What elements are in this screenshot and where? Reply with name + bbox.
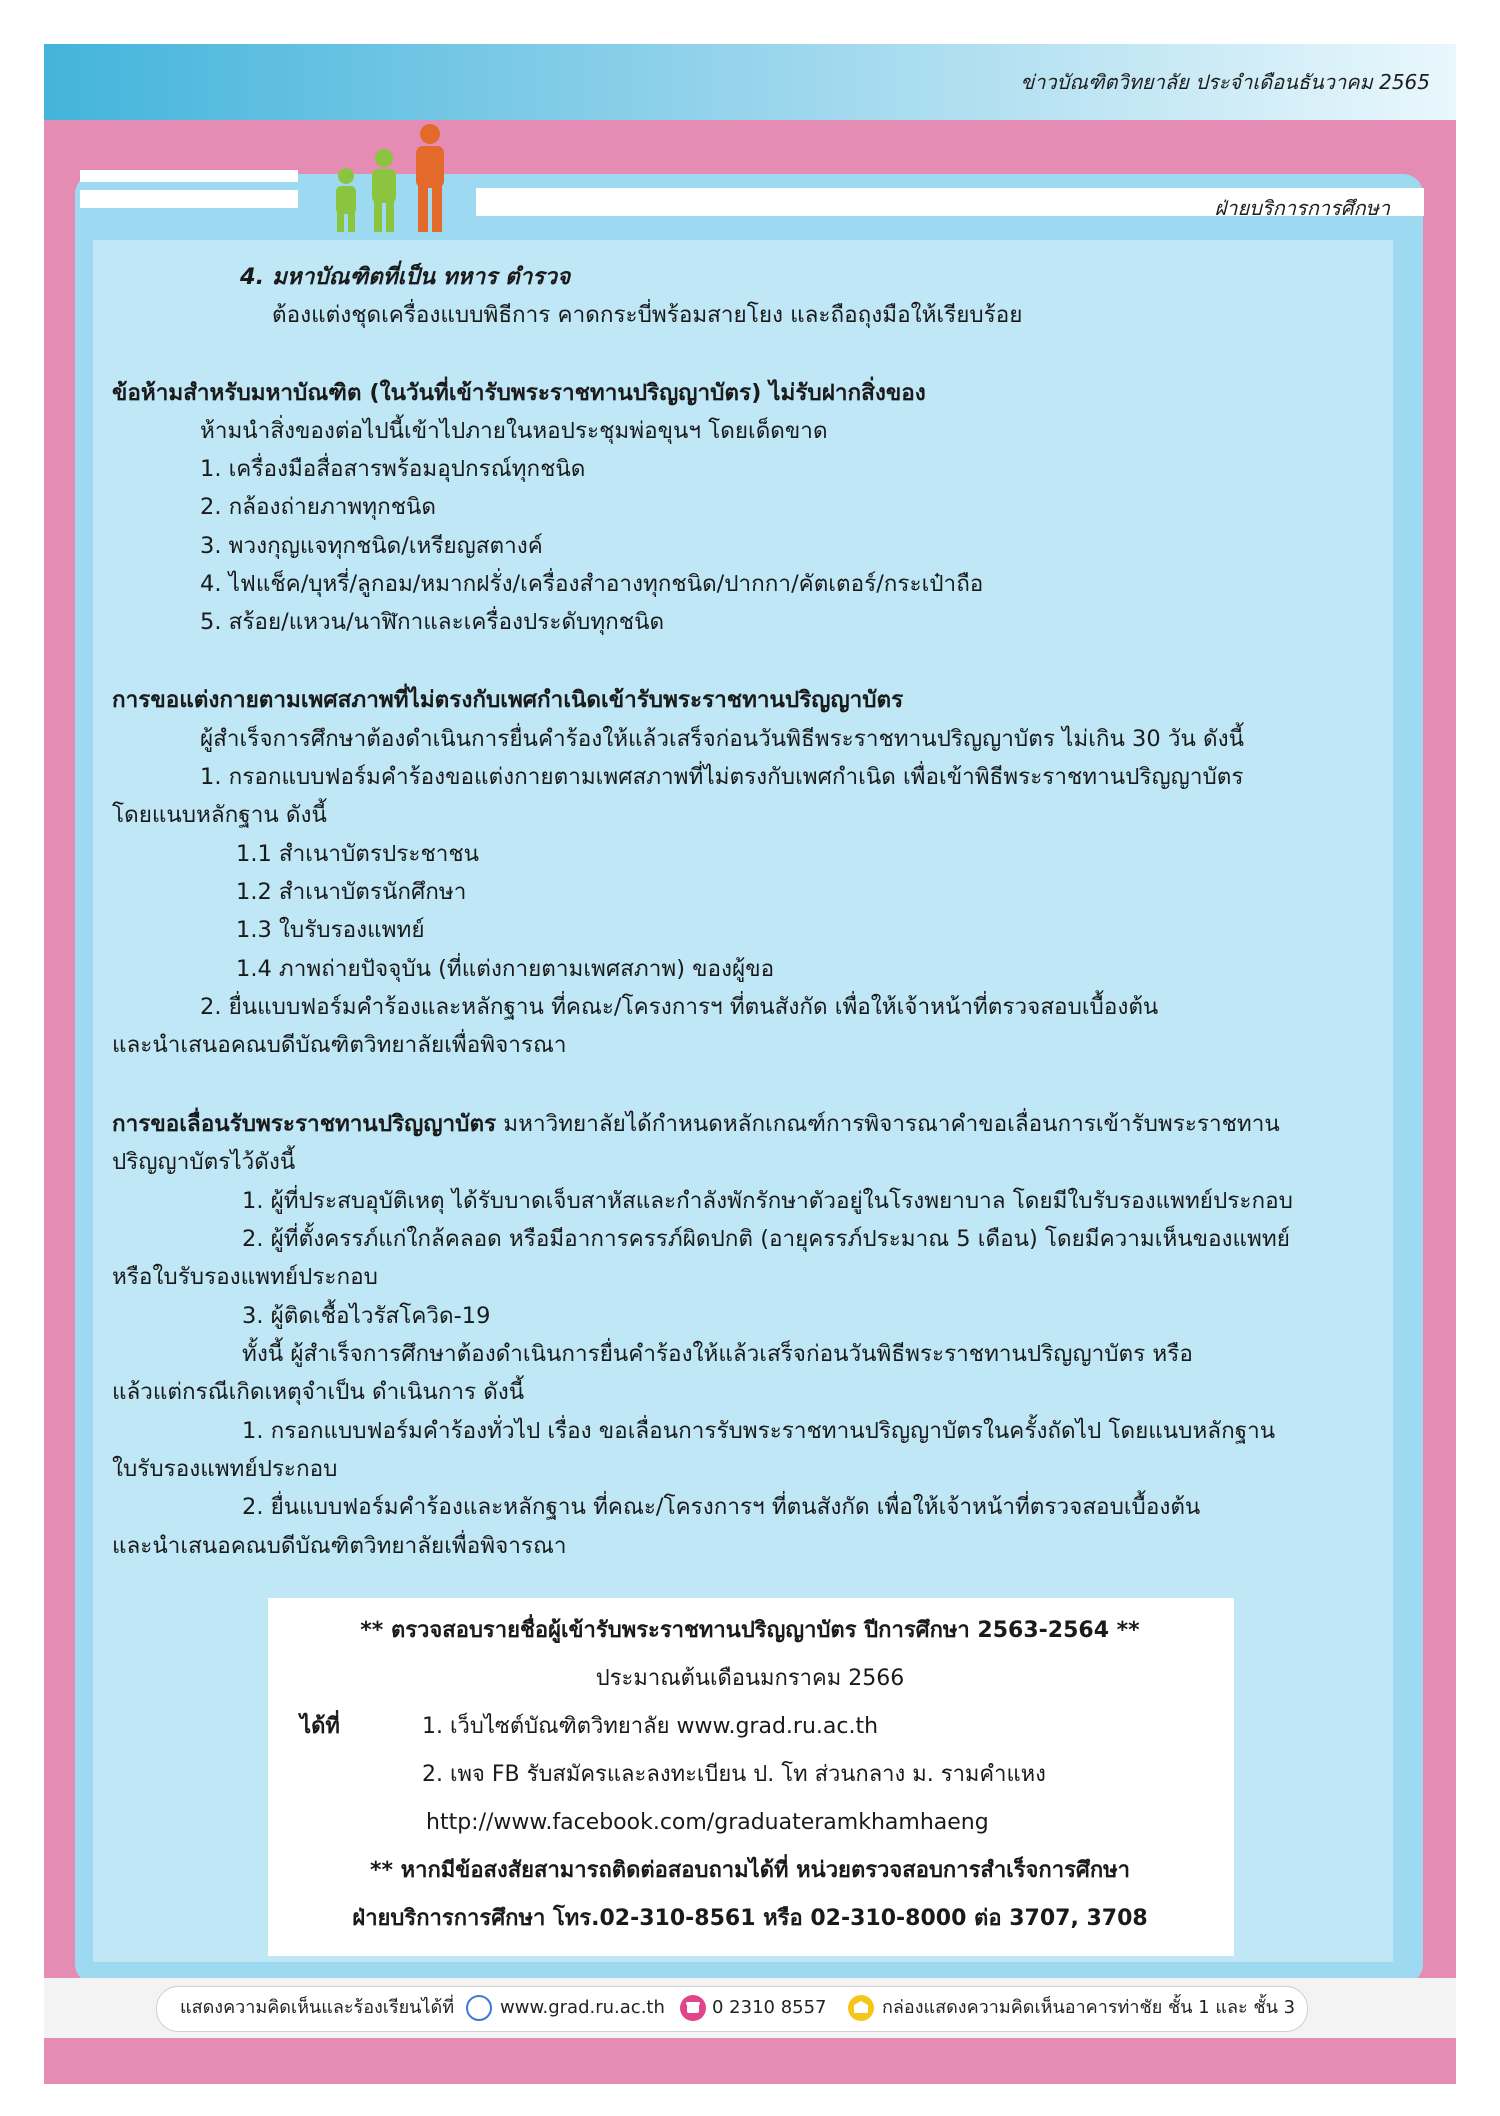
newsletter-title: ข่าวบัณฑิตวิทยาลัย ประจำเดือนธันวาคม 2565 (1020, 70, 1430, 94)
text-line: ต้องแต่งชุดเครื่องแบบพิธีการ คาดกระบี่พร้อมสายโยง และถือถุงมือให้เรียบร้อย (272, 302, 1023, 328)
notice-website-link[interactable]: 1. เว็บไซต์บัณฑิตวิทยาลัย www.grad.ru.ac.th (422, 1714, 879, 1739)
notice-facebook-link[interactable]: http://www.facebook.com/graduateramkhamhaeng (426, 1810, 989, 1835)
list-item: 1. กรอกแบบฟอร์มคำร้องทั่วไป เรื่อง ขอเลื่อนการรับพระราชทานปริญญาบัตรในครั้งถัดไป โดยแนบหลักฐาน (242, 1418, 1276, 1444)
list-item: 1.2 สำเนาบัตรนักศึกษา (236, 879, 467, 905)
mailbox-icon (848, 1995, 874, 2021)
footer-website-link[interactable]: www.grad.ru.ac.th (500, 1997, 665, 2018)
text-line: แล้วแต่กรณีเกิดเหตุจำเป็น ดำเนินการ ดังนี้ (112, 1379, 525, 1405)
item-military-heading: 4. มหาบัณฑิตที่เป็น ทหาร ตำรวจ (240, 264, 571, 290)
text-line: 2. ยื่นแบบฟอร์มคำร้องและหลักฐาน ที่คณะ/โครงการฯ ที่ตนสังกัด เพื่อให้เจ้าหน้าที่ตรวจสอบเบื้องต้น (200, 994, 1159, 1020)
phone-icon (680, 1995, 706, 2021)
text-line: ปริญญาบัตรไว้ดังนี้ (112, 1149, 296, 1175)
list-item: 3. พวงกุญแจทุกชนิด/เหรียญสตางค์ (200, 533, 543, 559)
text-line: 1. กรอกแบบฟอร์มคำร้องขอแต่งกายตามเพศสภาพที่ไม่ตรงกับเพศกำเนิด เพื่อเข้าพิธีพระราชทานปริญญาบัตร (200, 764, 1244, 790)
text-line: และนำเสนอคณบดีบัณฑิตวิทยาลัยเพื่อพิจารณา (112, 1533, 567, 1559)
list-item: 5. สร้อย/แหวน/นาฬิกาและเครื่องประดับทุกชนิด (200, 609, 665, 635)
section-label: ฝ่ายบริการการศึกษา (1214, 196, 1390, 220)
list-item: 2. ยื่นแบบฟอร์มคำร้องและหลักฐาน ที่คณะ/โครงการฯ ที่ตนสังกัด เพื่อให้เจ้าหน้าที่ตรวจสอบเบื้องต้น (242, 1494, 1201, 1520)
notice-title: ** ตรวจสอบรายชื่อผู้เข้ารับพระราชทานปริญญาบัตร ปีการศึกษา 2563-2564 ** (360, 1618, 1140, 1643)
footer-comment-box-location: กล่องแสดงความคิดเห็นอาคารท่าชัย ชั้น 1 และ ชั้น 3 (882, 1997, 1296, 2018)
notice-phone: ฝ่ายบริการการศึกษา โทร.02-310-8561 หรือ 02-310-8000 ต่อ 3707, 3708 (352, 1906, 1148, 1931)
list-item: 3. ผู้ติดเชื้อไวรัสโควิด-19 (242, 1303, 491, 1329)
header-strip (80, 190, 298, 208)
list-item: 2. ผู้ที่ตั้งครรภ์แก่ใกล้คลอด หรือมีอาการครรภ์ผิดปกติ (อายุครรภ์ประมาณ 5 เดือน) โดยมีความเห็นของแพทย์ (242, 1226, 1290, 1252)
notice-date: ประมาณต้นเดือนมกราคม 2566 (595, 1666, 905, 1691)
list-item: 1.4 ภาพถ่ายปัจจุบัน (ที่แต่งกายตามเพศสภาพ) ของผู้ขอ (236, 956, 775, 982)
section-heading-prohibited: ข้อห้ามสำหรับมหาบัณฑิต (ในวันที่เข้ารับพระราชทานปริญญาบัตร) ไม่รับฝากสิ่งของ (112, 380, 926, 406)
footer-phone: 0 2310 8557 (712, 1997, 827, 2018)
text-line: ผู้สำเร็จการศึกษาต้องดำเนินการยื่นคำร้องให้แล้วเสร็จก่อนวันพิธีพระราชทานปริญญาบัตร ไม่เกิน 30 วัน ดังนี้ (200, 726, 1244, 752)
text-line: ห้ามนำสิ่งของต่อไปนี้เข้าไปภายในหอประชุมพ่อขุนฯ โดยเด็ดขาด (200, 418, 828, 444)
header-strip (80, 170, 298, 182)
list-item: 4. ไฟแช็ค/บุหรี่/ลูกอม/หมากฝรั่ง/เครื่องสำอางทุกชนิด/ปากกา/คัตเตอร์/กระเป๋าถือ (200, 571, 984, 597)
list-item: 2. กล้องถ่ายภาพทุกชนิด (200, 494, 436, 520)
notice-facebook-page: 2. เพจ FB รับสมัครและลงทะเบียน ป. โท ส่วนกลาง ม. รามคำแหง (422, 1762, 1046, 1787)
people-icon (318, 122, 478, 234)
list-item: 1. ผู้ที่ประสบอุบัติเหตุ ได้รับบาดเจ็บสาหัสและกำลังพักรักษาตัวอยู่ในโรงพยาบาล โดยมีใบรับรองแพทย์ประกอบ (242, 1188, 1293, 1214)
text-line: โดยแนบหลักฐาน ดังนี้ (112, 802, 327, 828)
list-item: 1.3 ใบรับรองแพทย์ (236, 917, 425, 943)
text-line: ใบรับรองแพทย์ประกอบ (112, 1456, 338, 1482)
list-item: 1. เครื่องมือสื่อสารพร้อมอุปกรณ์ทุกชนิด (200, 456, 586, 482)
section-heading-postpone (112, 1109, 1280, 1139)
footer-comment-label: แสดงความคิดเห็นและร้องเรียนได้ที่ (180, 1997, 455, 2018)
text-line: หรือใบรับรองแพทย์ประกอบ (112, 1264, 378, 1290)
section-heading-gender-attire: การขอแต่งกายตามเพศสภาพที่ไม่ตรงกับเพศกำเนิดเข้ารับพระราชทานปริญญาบัตร (112, 687, 904, 713)
notice-label: ได้ที่ (300, 1714, 340, 1739)
text-line: ทั้งนี้ ผู้สำเร็จการศึกษาต้องดำเนินการยื่นคำร้องให้แล้วเสร็จก่อนวันพิธีพระราชทานปริญญาบัตร หรือ (242, 1341, 1193, 1367)
list-item: 1.1 สำเนาบัตรประชาชน (236, 841, 479, 867)
text-span: มหาวิทยาลัยได้กำหนดหลักเกณฑ์การพิจารณาคำขอเลื่อนการเข้ารับพระราชทาน (496, 1111, 1280, 1137)
grad-logo-icon (466, 1995, 492, 2021)
text-line: และนำเสนอคณบดีบัณฑิตวิทยาลัยเพื่อพิจารณา (112, 1032, 567, 1058)
notice-contact: ** หากมีข้อสงสัยสามารถติดต่อสอบถามได้ที่ หน่วยตรวจสอบการสำเร็จการศึกษา (369, 1858, 1131, 1883)
section-heading-postpone-title: การขอเลื่อนรับพระราชทานปริญญาบัตร (112, 1111, 497, 1137)
